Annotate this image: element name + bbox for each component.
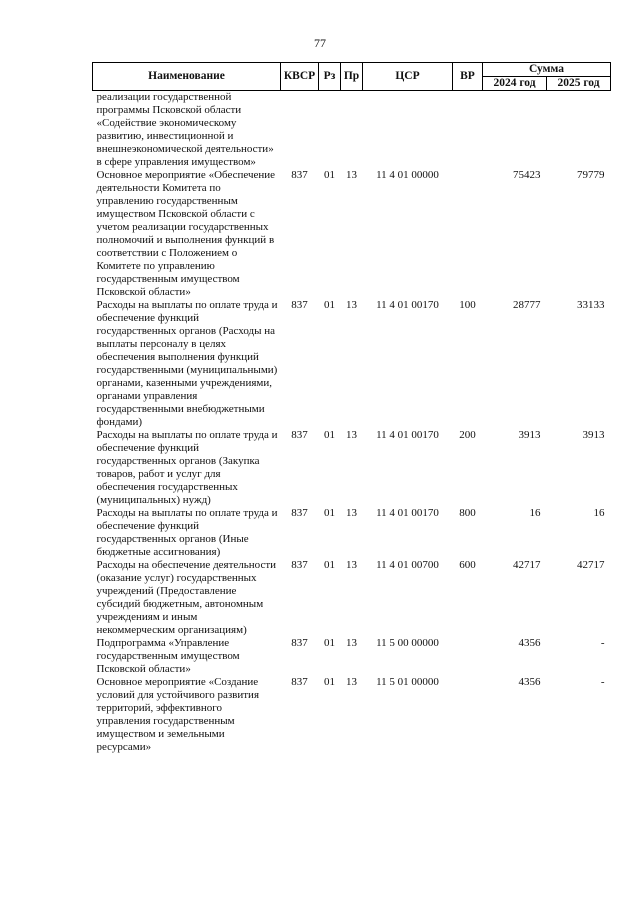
table-row: [93, 169, 611, 299]
row-kvsr: 837: [291, 676, 308, 688]
row-pr: 13: [346, 559, 357, 571]
row-sum-2024: 75423: [513, 169, 541, 181]
row-rz: 01: [324, 559, 335, 571]
row-rz: [319, 91, 341, 170]
row-sum-2024: [483, 91, 547, 170]
row-sum-2025: -: [600, 637, 605, 649]
row-sum-2024: 4356: [518, 637, 541, 649]
row-name: Основное мероприятие «Создание условий для устойчивого развития территорий, эффективного управления государственным имуществом и земельными ресурсами»: [96, 676, 260, 753]
table-row: [93, 507, 611, 559]
table-row: [93, 637, 611, 676]
table-body: [93, 91, 611, 755]
table-row: [93, 429, 611, 507]
row-pr: 13: [346, 169, 357, 181]
table-row: [93, 559, 611, 637]
row-sum-2024: 16: [529, 507, 541, 519]
row-sum-2025: 3913: [582, 429, 605, 441]
row-sum-2025: [547, 91, 611, 170]
table-row: [93, 676, 611, 754]
budget-table: [92, 62, 611, 754]
header-rz: Рз: [319, 63, 341, 91]
row-pr: 13: [346, 637, 357, 649]
row-sum-2025: 79779: [577, 169, 605, 181]
row-kvsr: 837: [291, 637, 308, 649]
header-year-2025: 2025 год: [547, 77, 611, 91]
row-csr: 11 4 01 00000: [376, 169, 439, 181]
header-year-2024: 2024 год: [483, 77, 547, 91]
header-csr: ЦСР: [363, 63, 453, 91]
row-sum-2025: -: [600, 676, 605, 688]
row-sum-2025: 42717: [577, 559, 605, 571]
header-sum: Сумма: [483, 63, 611, 77]
row-csr: 11 4 01 00170: [376, 429, 439, 441]
row-vr: [453, 169, 483, 299]
row-kvsr: 837: [291, 559, 308, 571]
row-kvsr: 837: [291, 507, 308, 519]
row-pr: [341, 91, 363, 170]
row-vr: 200: [459, 429, 476, 441]
row-csr: 11 5 00 00000: [376, 637, 439, 649]
row-kvsr: 837: [291, 299, 308, 311]
row-csr: 11 4 01 00170: [376, 299, 439, 311]
table-header: [93, 63, 611, 91]
header-kvsr: КВСР: [281, 63, 319, 91]
page-number: 77: [314, 36, 326, 50]
row-name: Расходы на обеспечение деятельности (оказание услуг) государственных учреждений (Предоставление субсидий бюджетным, автономным учреждениям и иным некоммерческим организациям): [96, 559, 277, 636]
row-vr: 800: [459, 507, 476, 519]
row-name: Основное мероприятие «Обеспечение деятельности Комитета по управлению государственным имуществом Псковской области с учетом реализации государственных полномочий и выполнения функций в соответствии с Положением о Комитете по управлению государственным имуществом Псковской области»: [96, 169, 276, 298]
row-pr: 13: [346, 429, 357, 441]
header-pr: Пр: [341, 63, 363, 91]
header-vr: ВР: [453, 63, 483, 91]
row-rz: 01: [324, 637, 335, 649]
row-kvsr: 837: [291, 169, 308, 181]
row-sum-2024: 4356: [518, 676, 541, 688]
row-csr: 11 4 01 00700: [376, 559, 439, 571]
row-name: Расходы на выплаты по оплате труда и обеспечение функций государственных органов (Расходы на выплаты персоналу в целях обеспечения выполнения функций государственными (муниципальными) органами, казенными учреждениями, органами управления государственными внебюджетными фондами): [96, 299, 278, 428]
row-name: Расходы на выплаты по оплате труда и обеспечение функций государственных органов (Закупка товаров, работ и услуг для обеспечения государственных (муниципальных) нужд): [96, 429, 278, 506]
row-pr: 13: [346, 299, 357, 311]
row-rz: 01: [324, 429, 335, 441]
row-rz: 01: [324, 169, 335, 181]
row-rz: 01: [324, 507, 335, 519]
row-csr: [363, 91, 453, 170]
row-sum-2024: 42717: [513, 559, 541, 571]
row-kvsr: [281, 91, 319, 170]
row-csr: 11 4 01 00170: [376, 507, 439, 519]
table-row: [93, 91, 611, 170]
header-name: Наименование: [93, 63, 281, 91]
row-sum-2024: 3913: [518, 429, 541, 441]
row-pr: 13: [346, 676, 357, 688]
row-name: Подпрограмма «Управление государственным имуществом Псковской области»: [96, 637, 240, 675]
row-sum-2024: 28777: [513, 299, 541, 311]
row-vr: [453, 91, 483, 170]
row-rz: 01: [324, 676, 335, 688]
row-vr: 100: [459, 299, 476, 311]
row-vr: 600: [459, 559, 476, 571]
row-vr: [453, 676, 483, 754]
row-rz: 01: [324, 299, 335, 311]
row-vr: [453, 637, 483, 676]
row-sum-2025: 16: [593, 507, 605, 519]
row-pr: 13: [346, 507, 357, 519]
row-kvsr: 837: [291, 429, 308, 441]
row-csr: 11 5 01 00000: [376, 676, 439, 688]
table-row: [93, 299, 611, 429]
row-sum-2025: 33133: [577, 299, 605, 311]
row-name: реализации государственной программы Псковской области «Содействие экономическому развитию, инвестиционной и внешнеэкономической деятельности» в сфере управления имуществом»: [96, 91, 274, 168]
row-name: Расходы на выплаты по оплате труда и обеспечение функций государственных органов (Иные бюджетные ассигнования): [96, 507, 278, 558]
